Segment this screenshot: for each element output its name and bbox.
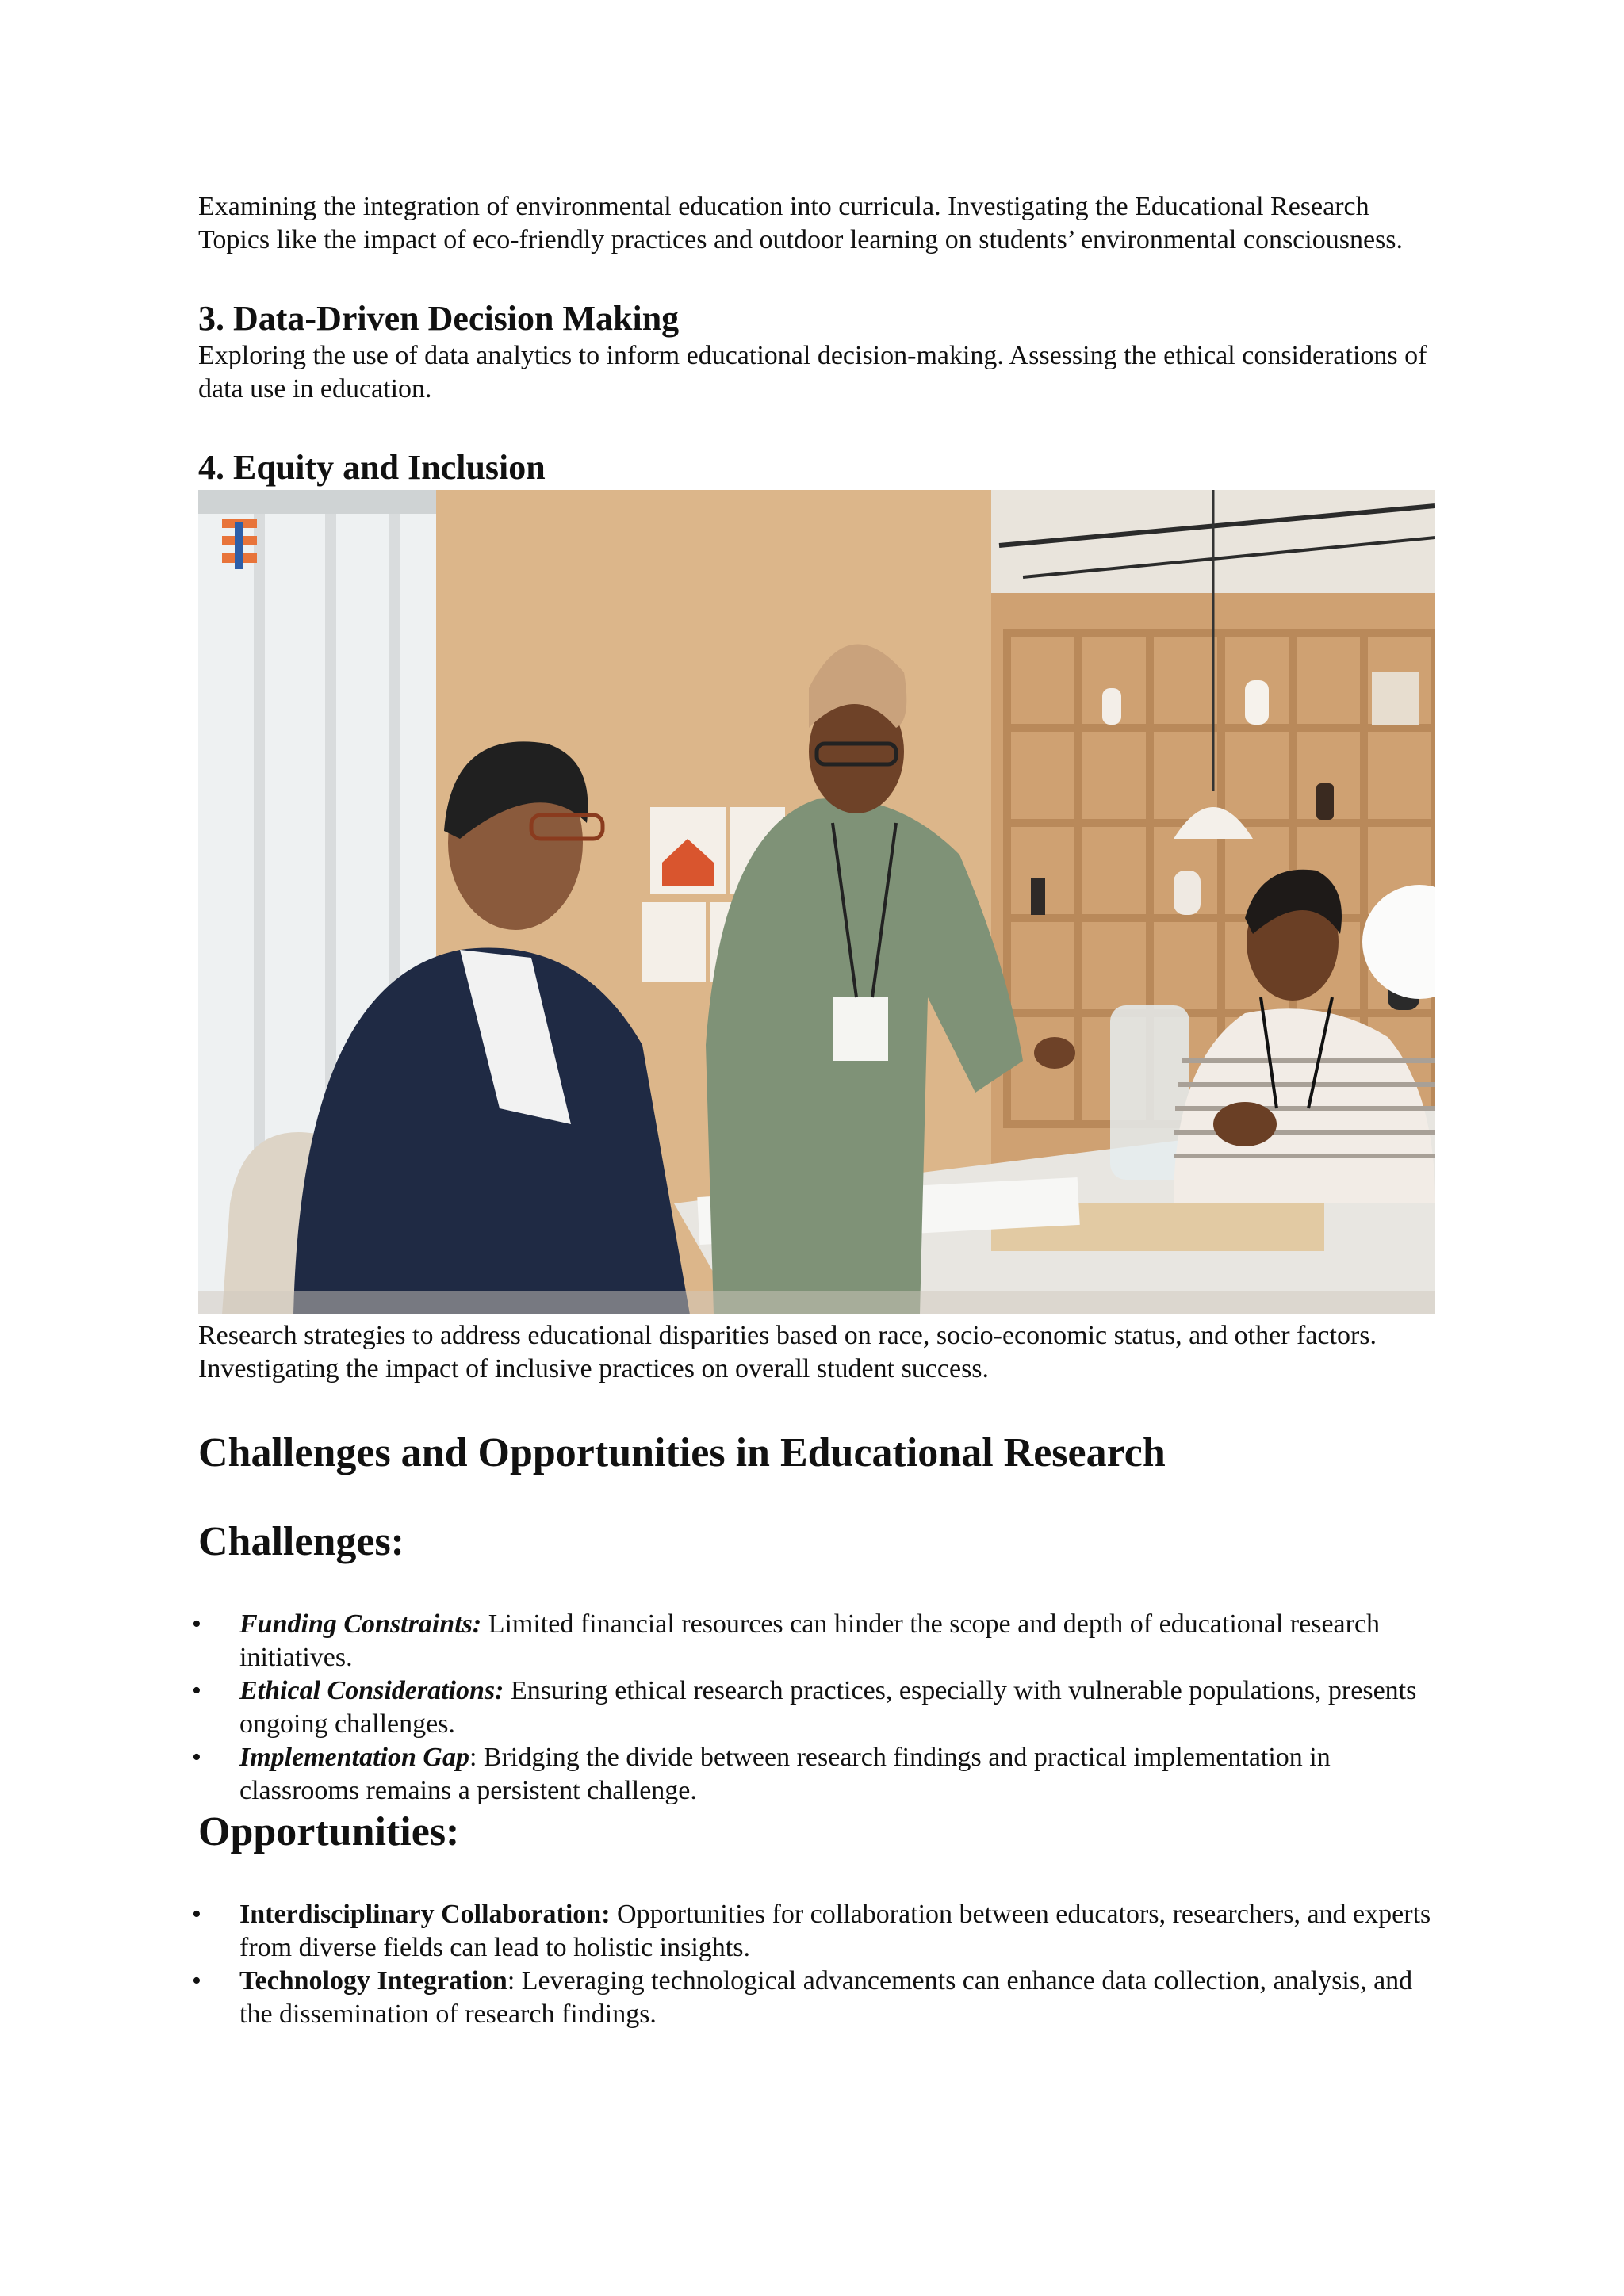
list-item-text: Limited financial resources can hinder the scope and depth of educational research initiatives. <box>239 1609 1381 1672</box>
list-item-text: Opportunities for collaboration between educators, researchers, and experts from diverse fields can lead to holistic insights. <box>239 1900 1431 1962</box>
list-item-text: : Leveraging technological advancements can enhance data collection, analysis, and the dissemination of research findings. <box>239 1966 1413 2029</box>
challenges-list <box>192 1608 1435 1808</box>
list-item-term: Technology Integration <box>239 1966 508 1996</box>
list-item-term: Ethical Considerations: <box>239 1676 504 1705</box>
list-item-term: Implementation Gap <box>239 1743 469 1772</box>
bullet-icon: • <box>192 1966 201 1996</box>
challenges-heading: Challenges: <box>198 1519 404 1564</box>
opportunities-heading: Opportunities: <box>198 1809 460 1854</box>
challenges-opportunities-heading: Challenges and Opportunities in Educational Research <box>198 1430 1166 1475</box>
section-heading-equity: 4. Equity and Inclusion <box>198 448 546 487</box>
meeting-photo <box>198 490 1435 1314</box>
document-page <box>192 190 1435 2031</box>
bullet-icon: • <box>192 1743 201 1772</box>
equity-paragraph: Research strategies to address educational disparities based on race, socio-economic status, and other factors. Investigating the impact of inclusive practices on overall student success. <box>198 1321 1377 1383</box>
list-item <box>192 1965 1435 2031</box>
bullet-icon: • <box>192 1900 201 1929</box>
list-item-term: Interdisciplinary Collaboration: <box>239 1900 611 1929</box>
data-driven-paragraph: Exploring the use of data analytics to inform educational decision-making. Assessing the ethical considerations of data use in education. <box>198 341 1427 404</box>
list-item <box>192 1898 1435 1965</box>
list-item-text: : Bridging the divide between research findings and practical implementation in classrooms remains a persistent challenge. <box>239 1743 1331 1805</box>
list-item <box>192 1608 1435 1674</box>
list-item <box>192 1741 1435 1808</box>
bullet-icon: • <box>192 1676 201 1705</box>
bullet-icon: • <box>192 1609 201 1639</box>
list-item-term: Funding Constraints: <box>239 1609 482 1639</box>
section-heading-data-driven: 3. Data-Driven Decision Making <box>198 299 680 338</box>
list-item <box>192 1674 1435 1741</box>
intro-paragraph: Examining the integration of environmental education into curricula. Investigating the Educational Research Topics like the impact of eco-friendly practices and outdoor learning on students’ environmental consciousness. <box>198 192 1403 254</box>
opportunities-list <box>192 1898 1435 2031</box>
list-item-text: Ensuring ethical research practices, especially with vulnerable populations, presents ongoing challenges. <box>239 1676 1417 1739</box>
